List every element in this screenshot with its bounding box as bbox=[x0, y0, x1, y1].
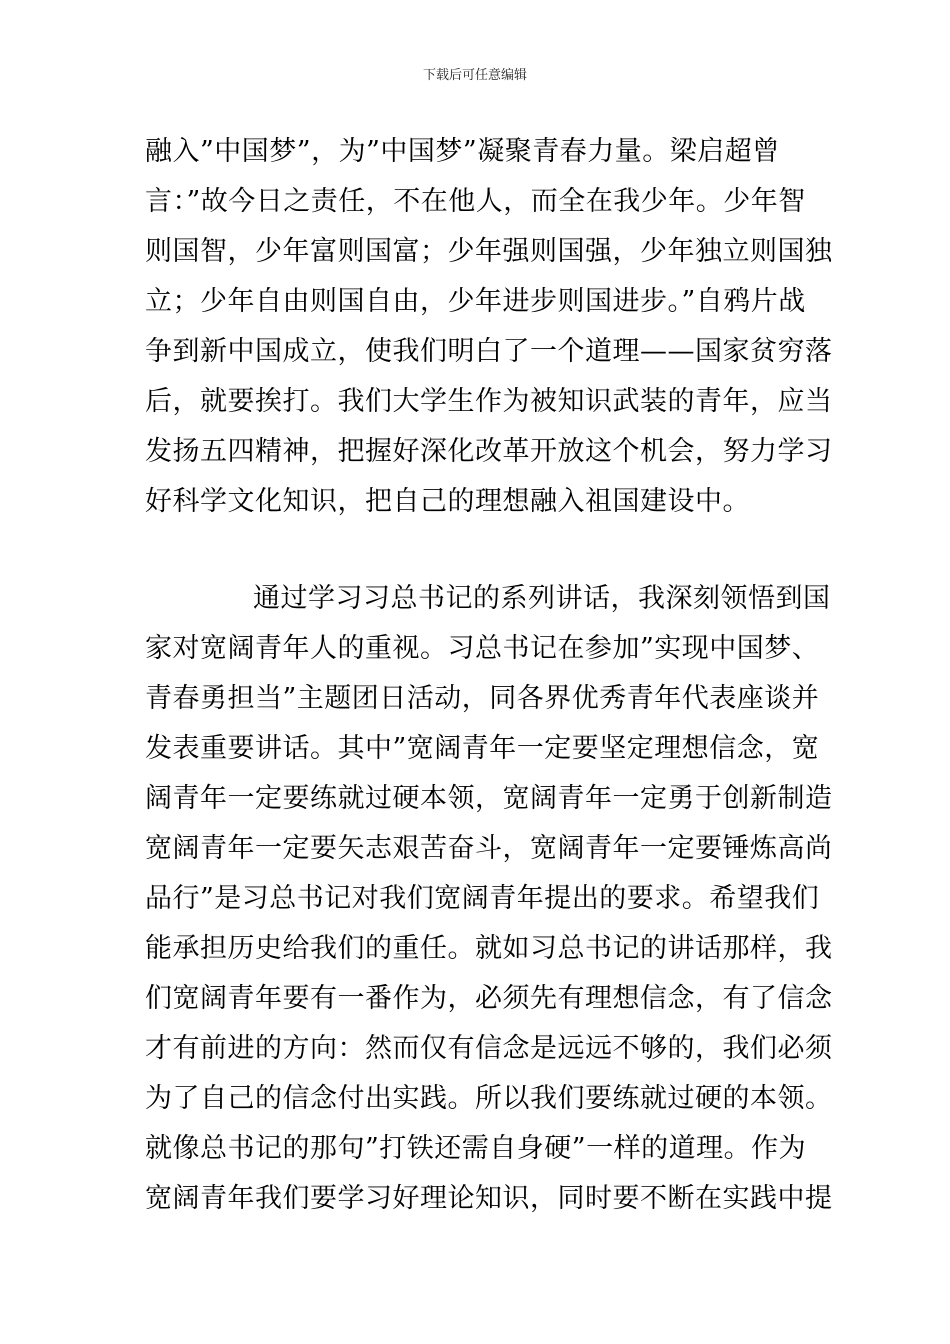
paragraph-line: 立；少年自由则国自由，少年进步则国进步。”自鸦片战 bbox=[145, 286, 806, 317]
paragraph-line: 宽阔青年一定要矢志艰苦奋斗，宽阔青年一定要锤炼高尚 bbox=[145, 833, 833, 864]
paragraph-line: 能承担历史给我们的重任。就如习总书记的讲话那样，我 bbox=[145, 933, 833, 964]
paragraph-line: 们宽阔青年要有一番作为，必须先有理想信念，有了信念 bbox=[145, 983, 833, 1014]
page-header: 下载后可任意编辑 bbox=[422, 68, 527, 83]
paragraph-line: 为了自己的信念付出实践。所以我们要练就过硬的本领。 bbox=[145, 1083, 833, 1114]
paragraph-line: 宽阔青年我们要学习好理论知识，同时要不断在实践中提 bbox=[145, 1183, 833, 1214]
paragraph-line: 阔青年一定要练就过硬本领，宽阔青年一定勇于创新制造 bbox=[145, 783, 833, 814]
paragraph-line: 后，就要挨打。我们大学生作为被知识武装的青年，应当 bbox=[145, 386, 833, 417]
paragraph-line: 则国智，少年富则国富；少年强则国强，少年独立则国独 bbox=[145, 236, 833, 267]
paragraph-line: 青春勇担当”主题团日活动，同各界优秀青年代表座谈并 bbox=[145, 683, 820, 714]
paragraph-line: 通过学习习总书记的系列讲话，我深刻领悟到国 bbox=[253, 583, 831, 614]
paragraph-line: 发表重要讲话。其中”宽阔青年一定要坚定理想信念，宽 bbox=[145, 733, 820, 764]
paragraph-line: 发扬五四精神，把握好深化改革开放这个机会，努力学习 bbox=[145, 436, 833, 467]
paragraph-line: 好科学文化知识，把自己的理想融入祖国建设中。 bbox=[145, 486, 750, 517]
paragraph-line: 品行”是习总书记对我们宽阔青年提出的要求。希望我们 bbox=[145, 883, 820, 914]
paragraph-line: 言：”故今日之责任，不在他人，而全在我少年。少年智 bbox=[145, 186, 806, 217]
paragraph-line: 就像总书记的那句”打铁还需自身硬”一样的道理。作为 bbox=[145, 1133, 807, 1164]
paragraph-line: 争到新中国成立，使我们明白了一个道理——国家贫穷落 bbox=[145, 336, 833, 367]
paragraph-line: 才有前进的方向：然而仅有信念是远远不够的，我们必须 bbox=[145, 1033, 833, 1064]
paragraph-line: 融入”中国梦”，为”中国梦”凝聚青春力量。梁启超曾 bbox=[145, 136, 780, 167]
paragraph-line: 家对宽阔青年人的重视。习总书记在参加”实现中国梦、 bbox=[145, 633, 820, 664]
